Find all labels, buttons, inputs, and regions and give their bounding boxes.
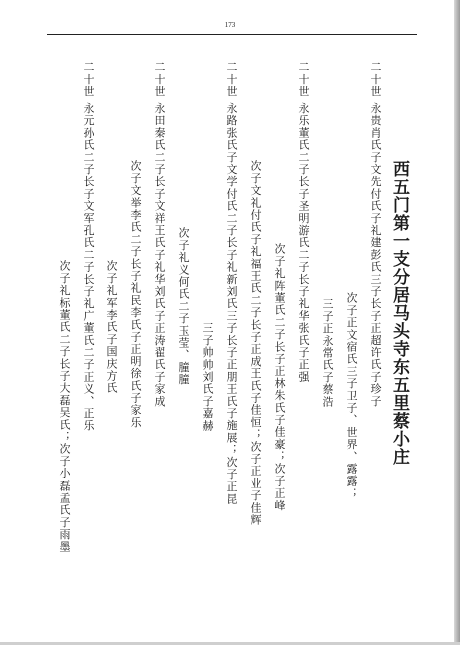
genealogy-column: 二十世 永元孙氏二子长子文军孔氏二子长子礼广董氏二子正义、正乐 <box>82 61 95 432</box>
genealogy-column: 二十世 永贵肖氏子文先付氏子礼建彭氏三子长子正超许氏子珍子 <box>369 61 382 408</box>
section-title: 西五门第一支分居马头寺东五里蔡小庄 <box>389 160 409 466</box>
page-number: 173 <box>224 21 236 29</box>
genealogy-column: 次子礼阵董氏二子长子正林朱氏子佳豪；次子正峰 <box>273 243 286 512</box>
header-rule <box>47 34 417 35</box>
genealogy-column: 次子正文宿氏三子卫子、世界、露露； <box>345 292 358 500</box>
genealogy-column: 二十世 永乐董氏二子长子圣明游氏二子长子礼华张氏子正强 <box>297 61 310 383</box>
genealogy-column: 次子礼义何氏二子玉莹、朣朣 <box>177 227 190 386</box>
genealogy-column: 次子文礼付氏子礼福王氏二子长子正成王氏子佳恒；次子正业子佳辉 <box>249 160 262 526</box>
genealogy-column: 次子礼军李氏子国庆方氏 <box>105 260 118 395</box>
genealogy-column: 三子正永常氏子蔡浩 <box>321 298 334 408</box>
genealogy-column: 二十世 永田秦氏二子长子文祥王氏子礼华刘氏子正涛翟氏子家成 <box>153 61 166 408</box>
genealogy-column: 次子礼标董氏二子长子大磊吴氏；次子小磊孟氏子雨墨 <box>58 260 71 553</box>
page-edge-shadow <box>454 0 460 645</box>
genealogy-column: 次子文举李氏二子长子礼民李氏子正明徐氏子家乐 <box>129 160 142 429</box>
genealogy-column: 二十世 永路张氏子文学付氏二子长子礼新刘氏三子长子正朋王氏子施展；次子正昆 <box>225 61 238 505</box>
genealogy-column: 三子帅帅刘氏子嘉赫 <box>201 322 214 432</box>
